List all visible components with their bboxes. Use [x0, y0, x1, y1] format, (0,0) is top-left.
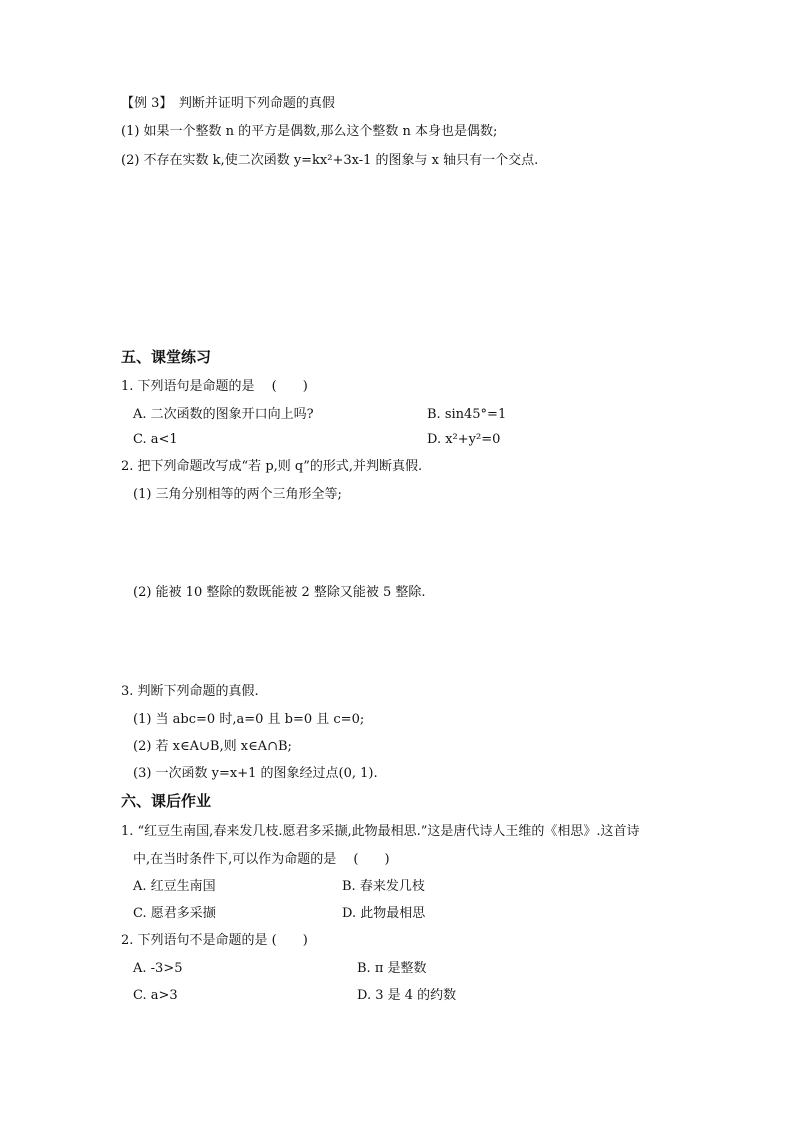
s5-q2-sub-2: (2) 能被 10 整除的数既能被 2 整除又能被 5 整除. [133, 585, 426, 600]
s5-q3-sub-2: (2) 若 x∈A∪B,则 x∈A∩B; [133, 739, 292, 754]
s6-q1-option-c: C. 愿君多采撷 [133, 906, 216, 921]
s6-q1-stem-line1: 1. “红豆生南国,春来发几枝.愿君多采撷,此物最相思.”这是唐代诗人王维的《相思》.这首诗 [121, 824, 640, 839]
s6-q1-option-b: B. 春来发几枝 [342, 879, 425, 894]
s6-q2-stem: 2. 下列语句不是命题的是 ( ) [121, 933, 308, 948]
s6-q2-option-c: C. a>3 [133, 988, 178, 1003]
section6-heading: 六、课后作业 [121, 792, 212, 810]
s6-q1-option-a: A. 红豆生南国 [133, 879, 216, 894]
s5-q2-sub-1: (1) 三角分别相等的两个三角形全等; [133, 487, 342, 502]
s5-q3-sub-3: (3) 一次函数 y=x+1 的图象经过点(0, 1). [133, 766, 378, 781]
example3-item-1: (1) 如果一个整数 n 的平方是偶数,那么这个整数 n 本身也是偶数; [121, 124, 498, 139]
s5-q1-option-a: A. 二次函数的图象开口向上吗? [133, 407, 314, 422]
s5-q1-option-b: B. sin45°=1 [427, 407, 507, 422]
s6-q2-option-d: D. 3 是 4 的约数 [357, 988, 457, 1003]
s5-q3-stem: 3. 判断下列命题的真假. [121, 684, 259, 699]
example3-title: 【例 3】 判断并证明下列命题的真假 [121, 96, 335, 111]
s5-q1-option-d: D. x²+y²=0 [427, 432, 501, 447]
example3-item-2: (2) 不存在实数 k,使二次函数 y=kx²+3x-1 的图象与 x 轴只有一个交点. [121, 153, 539, 168]
s6-q1-option-d: D. 此物最相思 [342, 906, 426, 921]
s5-q1-stem: 1. 下列语句是命题的是 ( ) [121, 379, 308, 394]
s5-q2-stem: 2. 把下列命题改写成“若 p,则 q”的形式,并判断真假. [121, 459, 423, 474]
s6-q2-option-b: B. π 是整数 [357, 961, 427, 976]
s6-q1-stem-line2: 中,在当时条件下,可以作为命题的是 ( ) [133, 852, 390, 867]
section5-heading: 五、课堂练习 [121, 348, 212, 366]
s5-q3-sub-1: (1) 当 abc=0 时,a=0 且 b=0 且 c=0; [133, 712, 365, 727]
s6-q2-option-a: A. -3>5 [133, 961, 183, 976]
s5-q1-option-c: C. a<1 [133, 432, 178, 447]
